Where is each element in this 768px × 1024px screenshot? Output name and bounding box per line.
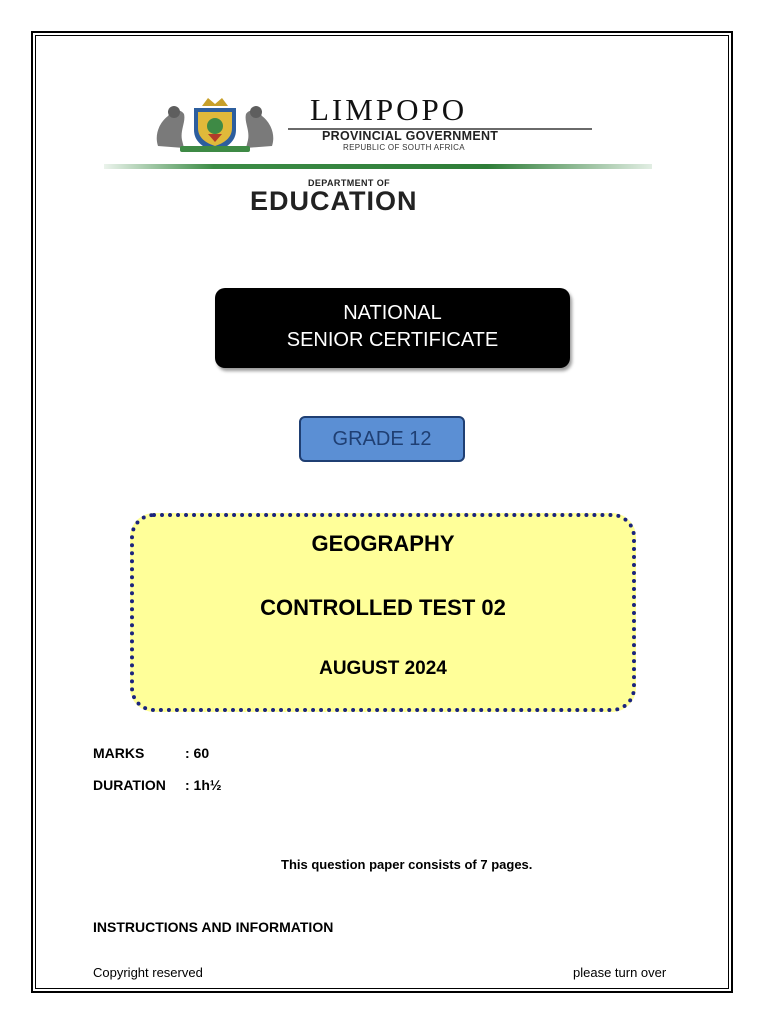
education-text: EDUCATION <box>250 186 418 216</box>
duration-value: : 1h½ <box>185 777 222 793</box>
duration-label: DURATION <box>93 777 166 793</box>
provincial-government-text: PROVINCIAL GOVERNMENT <box>322 129 499 143</box>
marks-row <box>93 745 209 761</box>
test-title: CONTROLLED TEST 02 <box>260 595 506 620</box>
copyright-footer: Copyright reserved <box>93 965 203 980</box>
test-date: AUGUST 2024 <box>319 658 447 679</box>
green-band <box>104 164 652 169</box>
pages-note: This question paper consists of 7 pages. <box>281 857 533 872</box>
please-turn-over-footer: please turn over <box>573 965 667 980</box>
department-logo <box>100 88 652 220</box>
marks-label: MARKS <box>93 745 145 761</box>
nsc-line-1: NATIONAL <box>343 302 442 324</box>
nsc-line-2: SENIOR CERTIFICATE <box>286 329 499 351</box>
instructions-heading: INSTRUCTIONS AND INFORMATION <box>93 919 334 935</box>
marks-value: : 60 <box>185 745 210 761</box>
limpopo-wordmark: LIMPOPO <box>310 92 468 127</box>
coat-of-arms-icon <box>150 96 280 154</box>
subject-title: GEOGRAPHY <box>311 531 455 556</box>
grade-badge: GRADE 12 <box>299 416 465 462</box>
duration-row <box>93 777 222 793</box>
national-senior-certificate-box <box>215 288 570 368</box>
department-of-text: DEPARTMENT OF <box>308 178 391 188</box>
republic-text: REPUBLIC OF SOUTH AFRICA <box>343 143 465 152</box>
subject-box <box>130 513 636 712</box>
